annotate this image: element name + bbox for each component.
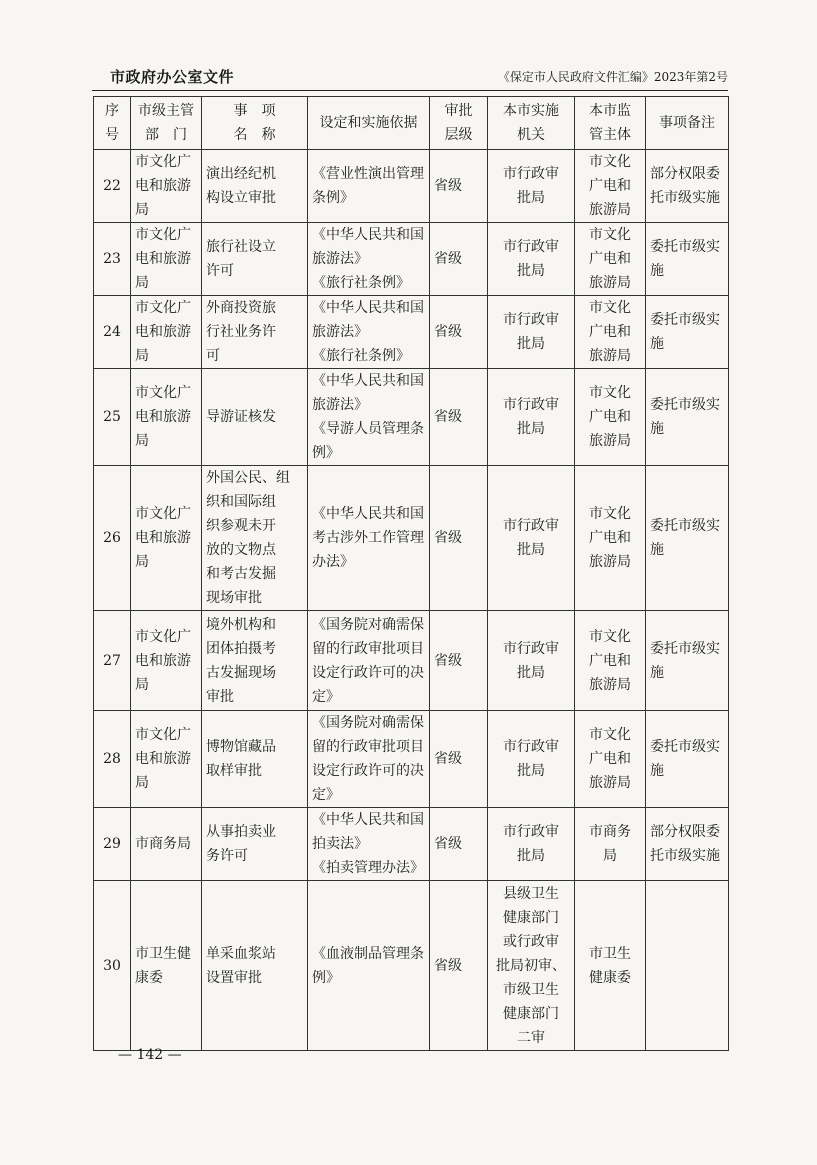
table-row: [94, 369, 729, 466]
cell-agency: 市行政审 批局: [488, 711, 575, 808]
table-row: [94, 223, 729, 296]
cell-basis: 《中华人民共和国 考古涉外工作管理 办法》: [308, 466, 430, 611]
col-header-level: 审批 层级: [430, 97, 488, 150]
col-header-dept: 市级主管 部 门: [131, 97, 202, 150]
table-row: [94, 296, 729, 369]
cell-dept: 市文化广 电和旅游 局: [131, 611, 202, 711]
cell-remark: 委托市级实 施: [646, 223, 729, 296]
cell-no: 23: [94, 223, 131, 296]
cell-no: 22: [94, 150, 131, 223]
cell-level: 省级: [430, 223, 488, 296]
cell-agency: 市行政审 批局: [488, 369, 575, 466]
cell-level: 省级: [430, 808, 488, 881]
cell-agency: 市行政审 批局: [488, 296, 575, 369]
cell-no: 27: [94, 611, 131, 711]
cell-remark: 部分权限委 托市级实施: [646, 150, 729, 223]
cell-remark: 委托市级实 施: [646, 296, 729, 369]
cell-no: 26: [94, 466, 131, 611]
cell-dept: 市文化广 电和旅游 局: [131, 223, 202, 296]
cell-name: 演出经纪机 构设立审批: [202, 150, 308, 223]
cell-supervisor: 市卫生 健康委: [575, 881, 646, 1051]
cell-remark: 委托市级实 施: [646, 466, 729, 611]
header-rule: [92, 90, 728, 91]
table-row: [94, 881, 729, 1051]
cell-supervisor: 市文化 广电和 旅游局: [575, 711, 646, 808]
approval-items-table: [93, 96, 729, 1051]
cell-no: 30: [94, 881, 131, 1051]
cell-dept: 市文化广 电和旅游 局: [131, 466, 202, 611]
cell-basis: 《中华人民共和国 旅游法》 《旅行社条例》: [308, 296, 430, 369]
cell-remark: 部分权限委 托市级实施: [646, 808, 729, 881]
page-number: — 142 —: [118, 1047, 182, 1063]
table-row: [94, 466, 729, 611]
cell-level: 省级: [430, 150, 488, 223]
cell-name: 外商投资旅 行社业务许 可: [202, 296, 308, 369]
cell-supervisor: 市文化 广电和 旅游局: [575, 466, 646, 611]
cell-no: 24: [94, 296, 131, 369]
cell-dept: 市商务局: [131, 808, 202, 881]
cell-name: 从事拍卖业 务许可: [202, 808, 308, 881]
cell-no: 25: [94, 369, 131, 466]
cell-level: 省级: [430, 611, 488, 711]
cell-supervisor: 市文化 广电和 旅游局: [575, 223, 646, 296]
col-header-no: 序 号: [94, 97, 131, 150]
cell-remark: [646, 881, 729, 1051]
cell-level: 省级: [430, 711, 488, 808]
cell-remark: 委托市级实 施: [646, 369, 729, 466]
cell-supervisor: 市文化 广电和 旅游局: [575, 296, 646, 369]
cell-basis: 《中华人民共和国 拍卖法》 《拍卖管理办法》: [308, 808, 430, 881]
cell-name: 外国公民、组 织和国际组 织参观未开 放的文物点 和考古发掘 现场审批: [202, 466, 308, 611]
cell-supervisor: 市文化 广电和 旅游局: [575, 611, 646, 711]
cell-dept: 市文化广 电和旅游 局: [131, 296, 202, 369]
cell-name: 旅行社设立 许可: [202, 223, 308, 296]
cell-remark: 委托市级实 施: [646, 611, 729, 711]
table-row: [94, 611, 729, 711]
page-header: [92, 66, 728, 90]
cell-name: 导游证核发: [202, 369, 308, 466]
cell-level: 省级: [430, 296, 488, 369]
cell-level: 省级: [430, 369, 488, 466]
cell-basis: 《国务院对确需保 留的行政审批项目 设定行政许可的决 定》: [308, 711, 430, 808]
col-header-remark: 事项备注: [646, 97, 729, 150]
cell-level: 省级: [430, 466, 488, 611]
table-row: [94, 711, 729, 808]
cell-dept: 市文化广 电和旅游 局: [131, 711, 202, 808]
cell-name: 境外机构和 团体拍摄考 古发掘现场 审批: [202, 611, 308, 711]
cell-level: 省级: [430, 881, 488, 1051]
cell-remark: 委托市级实 施: [646, 711, 729, 808]
cell-name: 单采血浆站 设置审批: [202, 881, 308, 1051]
col-header-agency: 本市实施 机关: [488, 97, 575, 150]
table-row: [94, 150, 729, 223]
cell-no: 28: [94, 711, 131, 808]
cell-dept: 市卫生健 康委: [131, 881, 202, 1051]
cell-agency: 市行政审 批局: [488, 466, 575, 611]
cell-dept: 市文化广 电和旅游 局: [131, 150, 202, 223]
cell-agency: 市行政审 批局: [488, 223, 575, 296]
cell-dept: 市文化广 电和旅游 局: [131, 369, 202, 466]
cell-supervisor: 市商务 局: [575, 808, 646, 881]
cell-agency: 市行政审 批局: [488, 808, 575, 881]
col-header-basis: 设定和实施依据: [308, 97, 430, 150]
col-header-name: 事 项 名 称: [202, 97, 308, 150]
cell-agency: 市行政审 批局: [488, 150, 575, 223]
cell-basis: 《中华人民共和国 旅游法》 《旅行社条例》: [308, 223, 430, 296]
header-left-title: 市政府办公室文件: [110, 68, 235, 86]
header-right-title: 《保定市人民政府文件汇编》2023年第2号: [497, 70, 728, 84]
cell-no: 29: [94, 808, 131, 881]
table-row: [94, 808, 729, 881]
cell-basis: 《国务院对确需保 留的行政审批项目 设定行政许可的决 定》: [308, 611, 430, 711]
cell-basis: 《中华人民共和国 旅游法》 《导游人员管理条 例》: [308, 369, 430, 466]
cell-supervisor: 市文化 广电和 旅游局: [575, 150, 646, 223]
cell-agency: 县级卫生 健康部门 或行政审 批局初审、 市级卫生 健康部门 二审: [488, 881, 575, 1051]
col-header-supervisor: 本市监 管主体: [575, 97, 646, 150]
cell-name: 博物馆藏品 取样审批: [202, 711, 308, 808]
cell-supervisor: 市文化 广电和 旅游局: [575, 369, 646, 466]
cell-agency: 市行政审 批局: [488, 611, 575, 711]
table-header-row: [94, 97, 729, 150]
cell-basis: 《营业性演出管理 条例》: [308, 150, 430, 223]
cell-basis: 《血液制品管理条 例》: [308, 881, 430, 1051]
